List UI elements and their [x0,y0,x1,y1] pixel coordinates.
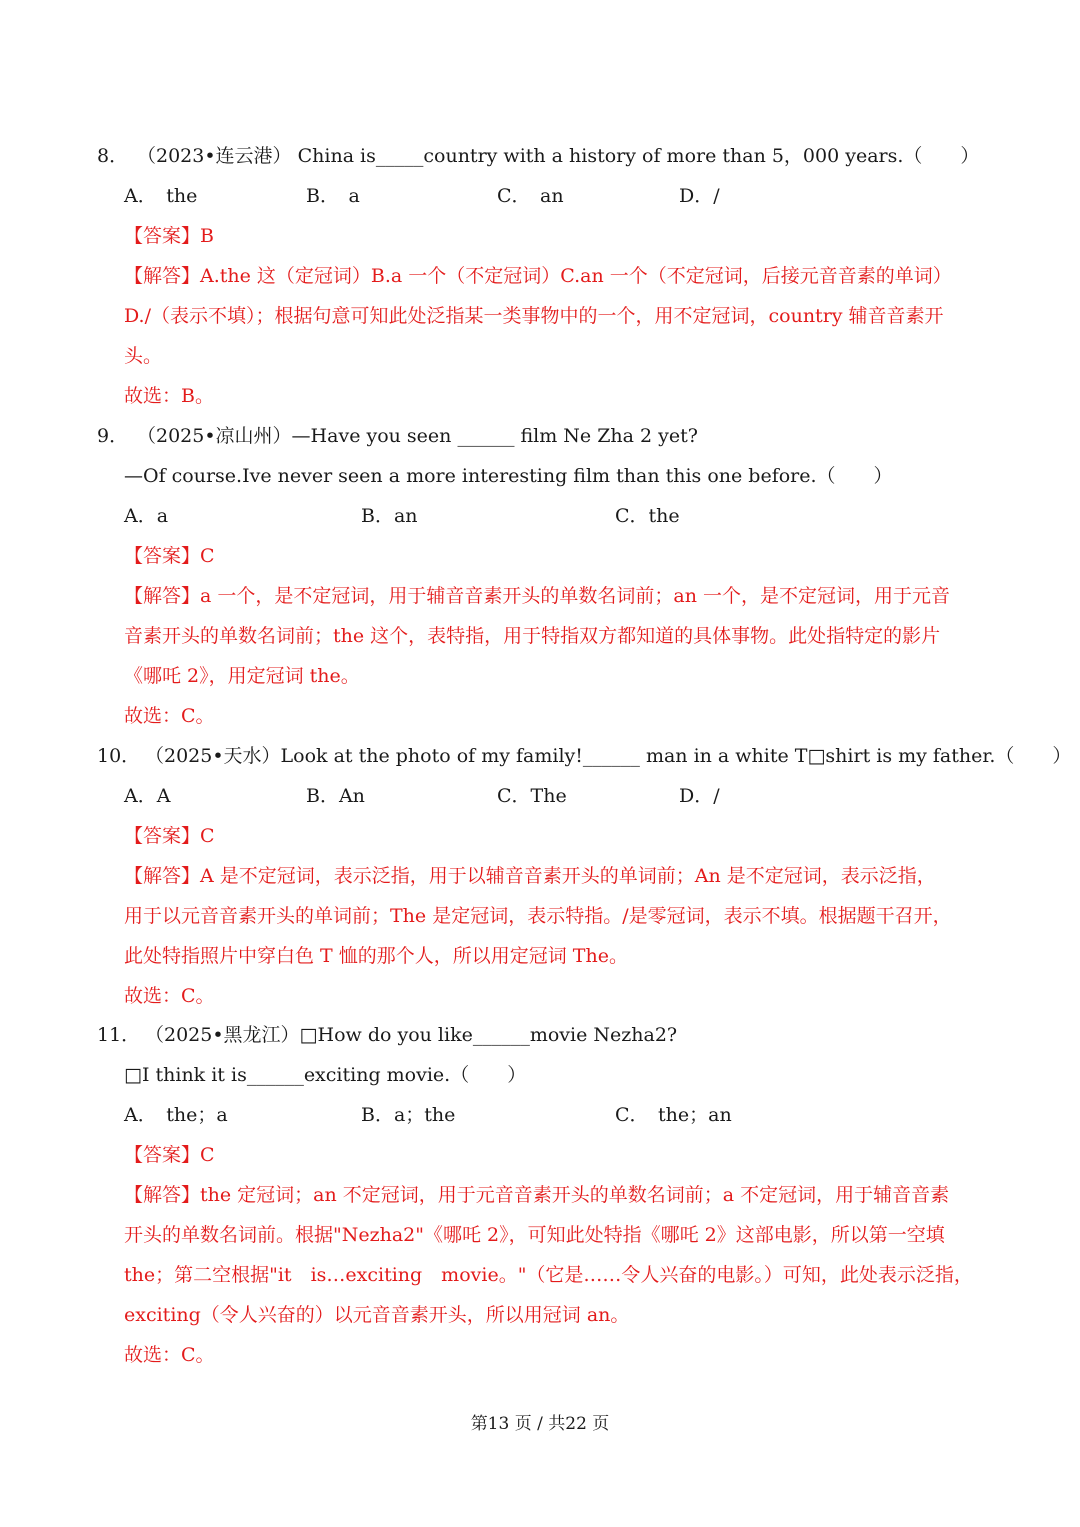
question-number: 11． [97,1024,141,1046]
explanation-line: 音素开头的单数名词前；the 这个，表特指，用于特指双方都知道的具体事物。此处指特定的影片 [124,625,941,647]
question-number: 8． [97,145,129,167]
conclusion: 故选：C。 [124,705,215,727]
question-10-stem [97,736,1071,776]
conclusion: 故选：C。 [124,985,215,1007]
option-a: A． the；a [124,1104,228,1126]
explanation-line: the；第二空根据"it is…exciting movie。"（它是……令人兴奋的电影。）可知，此处表示泛指， [124,1264,973,1286]
option-b: B．An [306,785,365,807]
question-text: □I think it is______exciting movie.（ ） [124,1064,527,1086]
question-text: —Of course.Ive never seen a more interesting film than this one before.（ ） [124,465,893,487]
option-a: A．A [124,785,171,807]
question-number: 9． [97,425,129,447]
explanation-line: 开头的单数名词前。根据"Nezha2"《哪吒 2》，可知此处特指《哪吒 2》这部电影，所以第一空填 [124,1224,945,1246]
option-b: B．a；the [361,1104,456,1126]
explanation-line: D./（表示不填）；根据句意可知此处泛指某一类事物中的一个，用不定冠词，country 辅音音素开 [124,305,944,327]
option-b: B． a [306,185,360,207]
explanation-line: exciting（令人兴奋的）以元音音素开头，所以用冠词 an。 [124,1304,630,1326]
option-d: D．/ [679,785,720,807]
question-number: 10． [97,745,141,767]
answer-label: 【答案】C [124,545,215,567]
explanation-line: 此处特指照片中穿白色 T 恤的那个人，所以用定冠词 The。 [124,945,628,967]
question-11-stem [97,1015,677,1055]
option-c: C． the；an [615,1104,732,1126]
option-c: C．The [497,785,567,807]
conclusion: 故选：C。 [124,1344,215,1366]
explanation-line: 【解答】A.the 这（定冠词）B.a 一个（不定冠词）C.an 一个（不定冠词，后接元音音素的单词） [124,265,952,287]
option-a: A．a [124,505,169,527]
question-8-stem [97,136,979,176]
conclusion: 故选：B。 [124,385,214,407]
explanation-line: 用于以元音音素开头的单词前；The 是定冠词，表示特指。/是零冠词，表示不填。根据题干召开， [124,905,952,927]
option-b: B．an [361,505,418,527]
explanation-line: 【解答】a 一个，是不定冠词，用于辅音音素开头的单数名词前；an 一个，是不定冠词，用于元音 [124,585,950,607]
question-text: （2023•连云港） China is_____country with a history of more than 5，000 years.（ ） [137,145,980,167]
page-footer: 第13 页 / 共22 页 [470,1414,610,1434]
option-d: D．/ [679,185,720,207]
explanation-line: 头。 [124,345,163,367]
explanation-line: 【解答】the 定冠词；an 不定冠词，用于元音音素开头的单数名词前；a 不定冠词，用于辅音音素 [124,1184,950,1206]
question-text: （2025•凉山州）—Have you seen ______ film Ne Zha 2 yet? [137,425,698,447]
question-text: （2025•天水）Look at the photo of my family!______ man in a white T□shirt is my father.（ ） [145,745,1072,767]
answer-label: 【答案】C [124,825,215,847]
option-a: A． the [124,185,198,207]
question-9-stem [97,416,698,456]
answer-label: 【答案】C [124,1144,215,1166]
question-text: （2025•黑龙江）□How do you like______movie Nezha2? [145,1024,678,1046]
explanation-line: 《哪吒 2》，用定冠词 the。 [124,665,360,687]
option-c: C．the [615,505,680,527]
explanation-line: 【解答】A 是不定冠词，表示泛指，用于以辅音音素开头的单词前；An 是不定冠词，表示泛指， [124,865,936,887]
answer-label: 【答案】B [124,225,214,247]
option-c: C． an [497,185,564,207]
